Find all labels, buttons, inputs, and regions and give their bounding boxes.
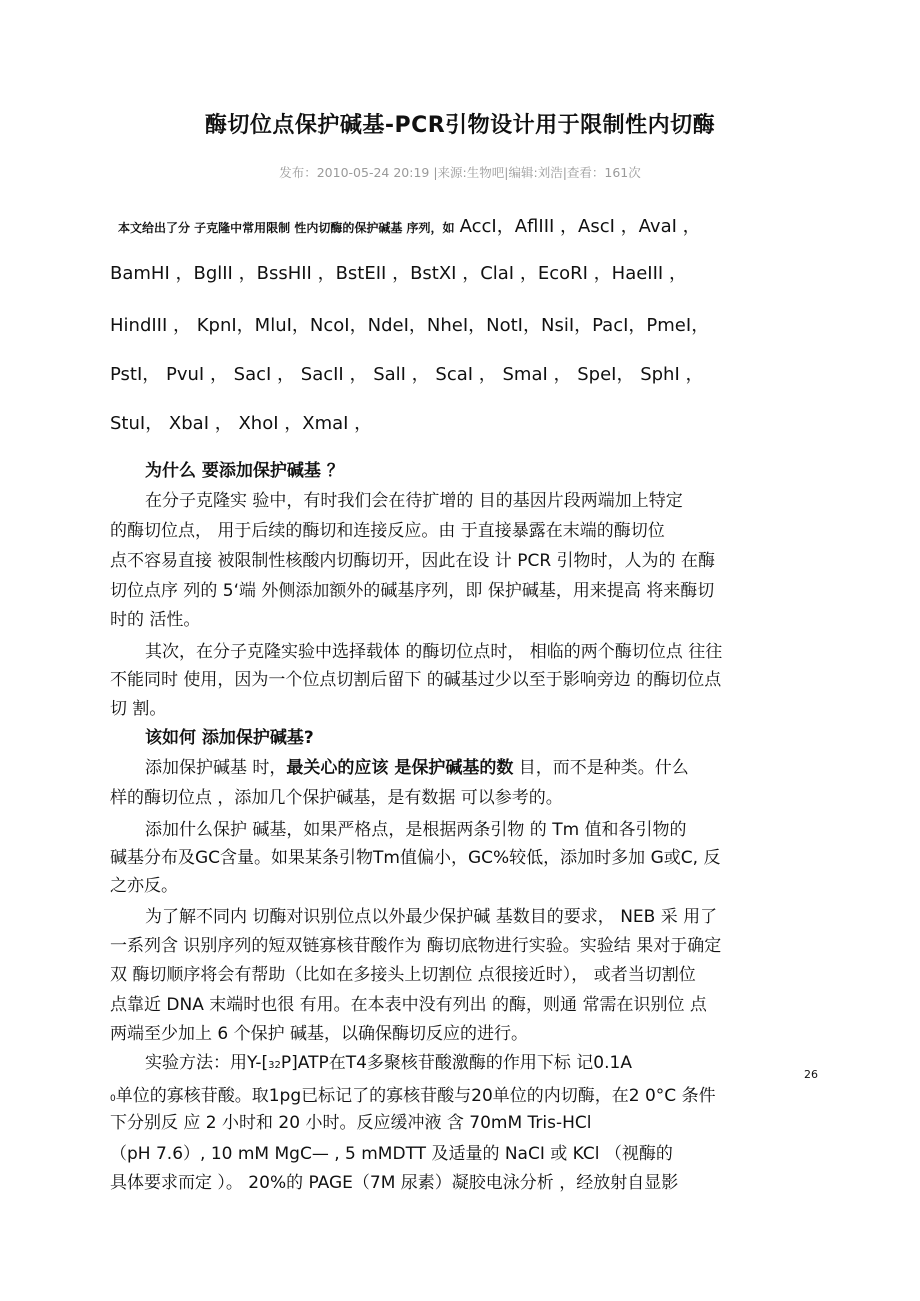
para6-text: 单位的寡核苷酸。取1pg已标记了的寡核苷酸与20单位的内切酶，在2 0°C 条件 [115,1086,716,1106]
para5-line: 点靠近 DNA 末端时也很 有用。在本表中没有列出 的酶，则通 常需在识别位 点 [110,995,707,1015]
enzyme-line-3: HindIII ， KpnI，MluI，NcoI，NdeI，NheI，NotI，NsiI，PacI，PmeI， [110,315,710,336]
isotope-subscript: 32 [268,1060,281,1071]
para5-line: 为了解不同内 切酶对识别位点以外最少保护碱 基数目的要求， NEB 采 用了 [145,907,718,927]
page-number: 26 [804,1068,818,1081]
para4-line: 碱基分布及GC含量。如果某条引物Tm值偏小，GC%较低，添加时多加 G或C, 反 [110,848,721,868]
document-title: 酶切位点保护碱基-PCR引物设计用于限制性内切酶 [204,113,716,138]
para6-line: 具体要求而定 ）。 20%的 PAGE（7M 尿素）凝胶电泳分析 ，经放射自显影 [110,1173,679,1193]
para5-line: 双 酶切顺序将会有帮助（比如在多接头上切割位 点很接近时）， 或者当切割位 [110,965,696,985]
publish-meta: 发布：2010-05-24 20:19 |来源:生物吧|编辑:刘浩|查看：161次 [279,165,641,180]
enzyme-line-5: StuI， XbaI ， XhoI ，XmaI ， [110,413,373,434]
para1-line: 的酶切位点， 用于后续的酶切和连接反应。由 于直接暴露在末端的酶切位 [110,521,665,541]
para1-line: 时的 活性。 [110,610,201,630]
para3-text: 目，而不是种类。什么 [513,758,689,778]
para6-line: （pH 7.6）, 10 mM MgC— , 5 mMDTT 及适量的 NaCI 或 KCl （视酶的 [110,1144,673,1164]
intro-text: 本文给出了分 子克隆中常用限制 性内切酶的保护碱基 序列，如 [118,221,455,235]
para3-text: 添加保护碱基 时， [145,758,287,778]
para4-line: 添加什么保护 碱基，如果严格点，是根据两条引物 的 Tm 值和各引物的 [145,820,687,840]
para6-line [145,1048,632,1073]
para6-text: P]ATP在T4多聚核苷酸激酶的作用下标 记0.1A [280,1053,632,1073]
para1-line: 点不容易直接 被限制性核酸内切酶切开，因此在设 计 PCR 引物时，人为的 在酶 [110,551,715,571]
para1-line: 在分子克隆实 验中，有时我们会在待扩增的 目的基因片段两端加上特定 [145,491,683,511]
enzyme-line-2: BamHI ，BglII ，BssHII ，BstEII ，BstXI ，ClaI ，EcoRI ，HaeIII ， [110,263,687,284]
para2-line: 切 割。 [110,699,167,719]
para2-line: 不能同时 使用，因为一个位点切割后留下 的碱基过少以至于影响旁边 的酶切位点 [110,670,722,690]
intro-line [118,212,701,238]
para5-line: 一系列含 识别序列的短双链寡核苷酸作为 酶切底物进行实验。实验结 果对于确定 [110,936,722,956]
para6-line [110,1081,716,1106]
para2-line: 其次，在分子克隆实验中选择载体 的酶切位点时， 相临的两个酶切位点 往往 [145,642,723,662]
para4-line: 之亦反。 [110,876,178,896]
para6-text: 实验方法：用Y-[ [145,1053,269,1073]
para6-line: 下分别反 应 2 小时和 20 小时。反应缓冲液 含 70mM Tris-HCl [110,1113,592,1133]
enzyme-line-4: PstI， PvuI ， SacI ， SacII ， SalI ， ScaI ， SmaI ， SpeI， SphI ， [110,364,704,385]
heading-how: 该如何 添加保护碱基? [145,728,314,748]
para5-line: 两端至少加上 6 个保护 碱基，以确保酶切反应的进行。 [110,1024,529,1044]
para3-line: 样的酶切位点 ，添加几个保护碱基，是有数据 可以参考的。 [110,788,563,808]
enzyme-line-1: AccI，AflIII ，AscI ，AvaI ， [459,216,701,237]
para1-line: 切位点序 列的 5‘端 外侧添加额外的碱基序列，即 保护碱基，用来提高 将来酶切 [110,581,715,601]
stray-mark: 0 [110,1094,116,1104]
heading-why: 为什么 要添加保护碱基 ？ [145,461,344,481]
para3-line [145,753,689,778]
para3-emphasis: 最关心的应该 是保护碱基的数 [286,758,514,778]
